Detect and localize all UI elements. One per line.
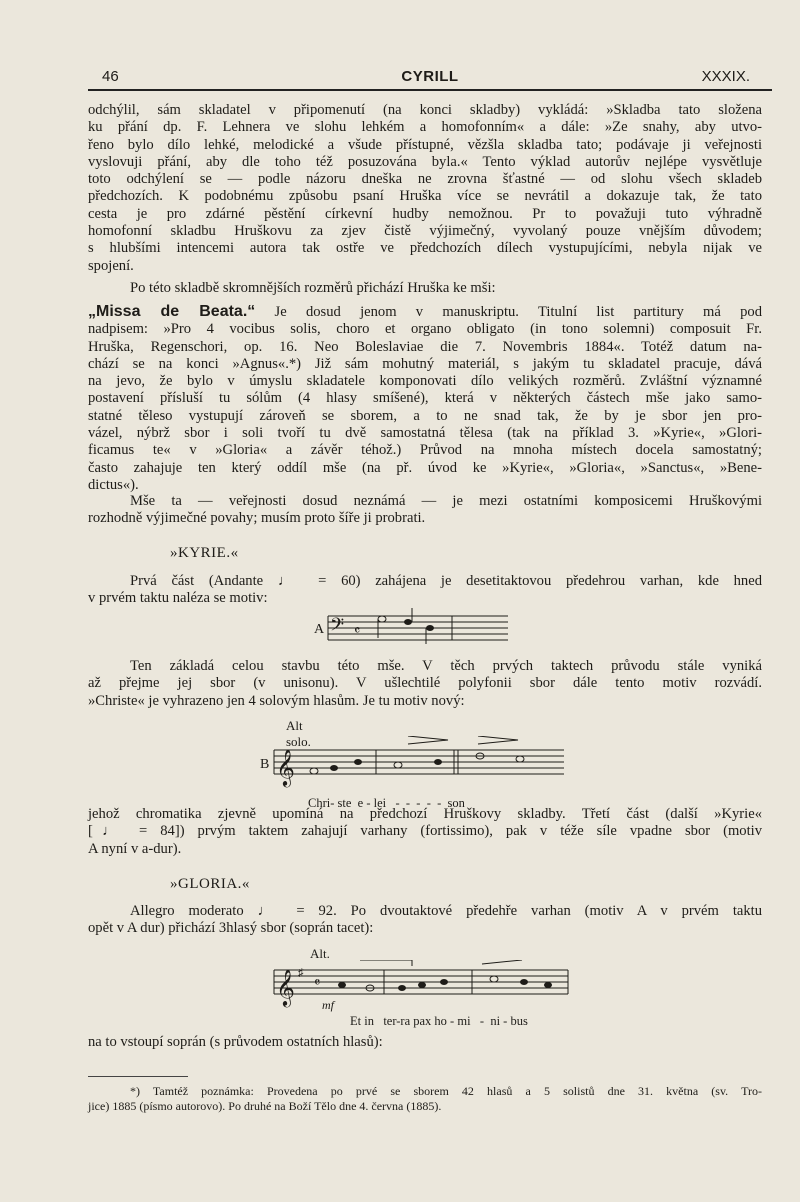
text-line: „Missa de Beata.“ Je dosud jenom v manuskriptu. Titulní list partitury má pod — [88, 303, 762, 320]
footnote-rule — [88, 1076, 188, 1077]
gloria-paragraph-2: na to vstoupí soprán (s průvodem ostatních hlasů): — [88, 1034, 383, 1050]
note-icon — [394, 762, 402, 768]
note-icon — [354, 759, 362, 765]
text-line: homofonní skladbu Hruškovu za zjev čistě výjimečný, vyvolaný pouze vnějším důvodem; — [88, 223, 762, 240]
text-line: jice) 1885 (písmo autorovo). Po druhé na Boží Tělo dne 4. června (1885). — [88, 1099, 442, 1113]
decrescendo-icon — [478, 736, 518, 744]
paragraph-3 — [88, 303, 762, 494]
note-icon — [398, 985, 406, 991]
paragraph-4 — [88, 493, 762, 528]
text-line: opět v A dur) přichází 3hlasý sbor (soprán tacet): — [88, 920, 374, 937]
note-icon — [544, 982, 552, 988]
note-icon — [426, 625, 434, 631]
crescendo-icon — [408, 736, 448, 744]
note-icon — [490, 976, 498, 982]
text-line: [♩ = 84]) prvým taktem zahajují varhany (fortissimo), pak v téže síle vpadne sbor (motiv — [88, 823, 762, 840]
text-line: až přejme jej sbor (v unisonu). V ušlechtilé polyfonii sbor dále tento motiv rozvádí. — [88, 675, 762, 692]
text-line: Prvá část (Andante ♩ = 60) zahájena je desetitaktovou předehrou varhan, kde hned — [130, 573, 762, 589]
text-line: ficamus te« v »Gloria« a závěr téhož.) Průvod na mnoha místech docela samostatný; — [88, 442, 762, 459]
voice-label: Alt. — [310, 946, 330, 961]
example-a-label: A — [314, 622, 325, 637]
text-line: Allegro moderato ♩ = 92. Po dvoutaktové předehře varhan (motiv A v prvém taktu — [130, 903, 762, 919]
journal-title: CYRILL — [401, 68, 459, 85]
note-icon — [418, 982, 426, 988]
text-line: cesta je pro zdárné pěstění církevní hudby nemožnou. Pr to považuji tuto výhradně — [88, 205, 762, 222]
sharp-icon: ♯ — [298, 967, 304, 979]
kyrie-paragraph-2 — [88, 658, 762, 710]
bass-clef-icon: 𝄢 — [330, 614, 345, 639]
text-line: často zahajuje ten který oddíl mše (na př. úvod ke »Kyrie«, »Gloria«, »Sanctus«, »Bene- — [88, 459, 762, 476]
text-line: spojení. — [88, 257, 134, 274]
music-example-a — [312, 608, 512, 653]
kyrie-paragraph-1 — [88, 573, 762, 608]
note-icon — [404, 619, 412, 625]
paragraph-2: Po této skladbě skromnějších rozměrů přichází Hruška ke mši: — [130, 280, 496, 296]
common-time-icon: 𝄴 — [354, 624, 361, 639]
note-icon — [520, 979, 528, 985]
text-line: Mše ta — veřejnosti dosud neznámá — je mezi ostatními komposicemi Hruškovými — [130, 493, 762, 509]
text-line: předchozích. K podobnému způsobu psaní Hruška více se nevrátil a dokazuje tak, že tato — [88, 188, 762, 205]
staff-c-svg — [272, 960, 572, 1010]
section-title-kyrie: »KYRIE.« — [170, 545, 239, 561]
voice-label: Alt solo. — [286, 718, 311, 749]
text-line: chází se na konci »Agnus«.*) Již sám mohutný materiál, s jakým tu skladatel pracuje, dává — [88, 355, 762, 372]
text-line: dictus«). — [88, 476, 139, 493]
text-line: rozhodně výjimečné povahy; musím proto šíře ji probrati. — [88, 510, 426, 527]
kyrie-paragraph-3 — [88, 806, 762, 858]
staff-b-svg — [258, 736, 568, 794]
footnote — [88, 1084, 762, 1114]
note-icon — [338, 982, 346, 988]
text-line: postavení přísluší tu sólům (4 hlasy smíšené), která v některých částech mše jako samo- — [88, 390, 762, 407]
work-title: „Missa de Beata.“ — [88, 303, 256, 320]
note-icon — [440, 979, 448, 985]
paragraph-1 — [88, 102, 762, 275]
running-header — [88, 66, 772, 90]
text-line: ku přání dp. F. Lehnera ve slohu lehkém a homofonním« a dále: »Ze snahy, aby utvo- — [88, 119, 762, 136]
note-icon — [378, 616, 386, 622]
note-icon — [330, 765, 338, 771]
text-line: vyslovuji přání, aby dle toho též posuzována byla.« Tento výklad autorův nejlépe vysvětluje — [88, 153, 762, 170]
crescendo-icon — [482, 960, 522, 964]
staff-a-svg — [312, 608, 512, 648]
text-line: vázel, nýbrž sbor i soli tvoří tu dvě samostatná tělesa (tak na příklad 3. »Kyrie«, »Glori- — [88, 425, 762, 442]
text-line: statné těleso vystupují zároveň se sborem, a to ne snad tak, že by je sbor jen pro- — [88, 407, 762, 424]
text-line: jehož chromatika zjevně upomíná na předchozí Hruškovy skladby. Třetí část (další »Kyrie« — [88, 806, 762, 822]
text-line: s hlubšími intencemi autora tak ostře ve předchozích dílech vystupujícími, nebyla nijak ve — [88, 240, 762, 257]
common-time-icon: 𝄴 — [314, 976, 321, 991]
text-line: v prvém taktu naléza se motiv: — [88, 590, 268, 607]
note-icon — [516, 756, 524, 762]
treble-clef-icon: 𝄞 — [276, 969, 295, 1005]
note-icon — [434, 759, 442, 765]
text-line: nadpisem: »Pro 4 vocibus solis, choro et organo obligato (in tono solemni) composuit Fr. — [88, 321, 762, 338]
text-line: toto odchýlení se — podle názoru dneška ne zrovna šťastné — od slohu všech skladeb — [88, 171, 762, 188]
treble-clef-icon: 𝄞 — [276, 749, 295, 785]
header-rule — [88, 89, 772, 91]
text-line: řeno bylo dílo lehké, melodické a všude přístupné, vězšla skladba tato; podávaje ji veřejnosti — [88, 136, 762, 153]
lyrics: Et in ter-ra pax ho - mi - ni - bus — [350, 1014, 528, 1028]
gloria-paragraph-1 — [88, 903, 762, 938]
volume-number: XXXIX. — [701, 68, 750, 85]
dynamic-marking: mf — [322, 998, 334, 1012]
text-line: odchýlil, sám skladatel v připomenutí (na konci skladby) vykládá: »Skladba tato složena — [88, 102, 762, 118]
page-number: 46 — [102, 68, 119, 85]
section-title-gloria: »GLORIA.« — [170, 876, 250, 892]
text-line: A nyní v a-dur). — [88, 840, 182, 857]
text-line: *) Tamtéž poznámka: Provedena po prvé se sborem 42 hlasů a 5 solistů dne 31. května (sv. Tro- — [130, 1084, 762, 1098]
text-line: na jevo, že bylo v úmyslu skladatele komponovati dílo velikých rozměrů. Zvláštní významné — [88, 373, 762, 390]
example-b-label: B — [260, 757, 270, 772]
text-line: Ten základá celou stavbu této mše. V těch prvých taktech průvodu stále vyniká — [130, 658, 762, 674]
text-line: »Christe« je vyhrazeno jen 4 solovým hlasům. Je tu motiv nový: — [88, 692, 465, 709]
text-line: Hruška, Regenschori, op. 16. Neo Boleslaviae die 7. Novembris 1884«. Totéž datum na- — [88, 338, 762, 355]
lyrics: Chri- ste e - lei - - - - - son — [308, 796, 465, 810]
note-icon — [310, 768, 318, 774]
